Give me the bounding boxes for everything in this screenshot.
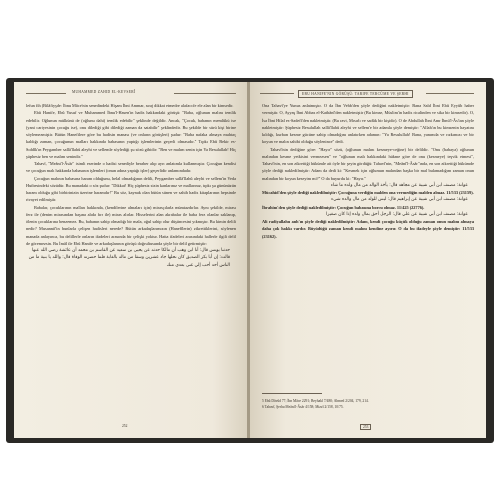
right-page bbox=[250, 82, 486, 438]
footnote-rule bbox=[262, 393, 322, 394]
left-page bbox=[14, 82, 248, 438]
footnote: 5 Ebû Dâvûd 77; İbn Mâce 2291; Beyhakî 7/480; Ahmed 2/204, 179, 214. bbox=[262, 399, 369, 403]
bold-text: Ali radiyallahu anh'ın şöyle dediği nakledilmiştir: Adam, kendi çocuğu küçük olduğu zaman onun malını almaya daha çok hakkı vardır. Büyüdüğü zaman kendi malını kendine ayırır. O da bu ifadeyle şöyle demiştir: 11/533 (23162). bbox=[262, 219, 474, 239]
right-page-number: 253 bbox=[360, 424, 371, 430]
paragraph: Çocuğun malının babasına haram olduğunu, helal olmadığının delili, Peygamber sallâ'llahû aleyhi ve sellem'in Veda Hutbesindeki sözüdür. Bu manadaki o söz şudur: "Dikkat! Hiç şüphesiz sizin kanlarınız ve mallarınız, tıpkı şu gününüzün haram olduğu gibi birbirinizin üzerine haramdır!" Bu söz, kaynak olan bütün sünen ve sahih hadis kitaplarının hepsinde rivayet edilmiştir. bbox=[26, 175, 236, 203]
paragraph: Tahavî'nin dediğine göre: "Hayır" sözü, (oğlunun malını kesmeye-ceğine) bir delildir. "Onu (babaya) oğlunun malından kesme yetkisini vermezsen" ve "oğlunun malı hakkındaki hükme göre de onu (kesmeye) teşvik etmesi", Tahavî'nin, en son zikrettiği hükümle ait öyle bir şeyin gördüğü: Tahavî'nin, "Meânî'l-Âsâr"ında, en son zikrettiği hükümde şöyle dediği nakledilmiştir: Adam da dedi ki: "Kesmek için oğlumun malından başka bir mal bulamadığım zaman onun malından bir koyun keseyim mi?" O da buyurdu ki: "Hayır." bbox=[262, 146, 474, 181]
header-rule-right bbox=[174, 93, 236, 94]
arabic-line: عوانة: مصنف ابن أبي شيبة عن علي قال: الرجل أحق بمال ولده إذا كان صغيرا bbox=[326, 211, 468, 217]
right-page-body bbox=[262, 102, 474, 240]
left-page-number: 252 bbox=[122, 424, 128, 428]
bold-text: Mücahid'den şöyle dediği nakledilmiştir: Çocuğuna verdiğin malden ona vermediğin malden almaz. 11/533 (23159). bbox=[262, 190, 474, 195]
paragraph: Ona Tahavî'ye Yunus anlatmıştır. O da İbn Vehb'den şöyle dediğini nakletmiştir: Bana Saîd İbni Ebû Eyyûb haber vermiştir. O, Ayyaş İbni Abbas el-Katbânî'den nakletmiştir (Bu kimse, Müslim'in hadis ricalinden ve sika bir kimsedir). O, İsa İbni Hilal es-Sadefî'den nakletmiştir. (Bu ravi, Mısırlı ve sadûk bir kişidir). O de Abdullah İbni Amr İbnü'l-Âs'tan şöyle nakletmiştir: Şüphesiz Resulullah sallâ'llahû aleyhi ve sellem'e bir adamla şöyle demiştir: "Allah'ın bu kimsenin hayatını kıldığı, kurban kesme gücüne sahip olmadığını anlatırken adamın: "Ya Resulullah! Bana, yanımda ve rızkımızı ve bir koyun ve malın sahibi olduğu söylenince" dedi. bbox=[262, 103, 474, 145]
header-rule-left bbox=[260, 93, 294, 94]
paragraph: lefun fih (Bilâfiyşde: İbnu Mâce'nin senedindeki Hişam İbni Ammar, sıraj dikkat etmedre alafaccfe ele alan bir kimsedir. bbox=[26, 103, 234, 108]
right-page-header: EBU HANIFE'NIN GÖRÜŞÜ: TARIFE TERCÜME VE ŞERHI bbox=[298, 90, 413, 98]
header-rule-right bbox=[426, 93, 474, 94]
header-rule-left bbox=[26, 93, 66, 94]
arabic-line: عوانة: مصنف ابن أبي شيبة عن إبراهيم قال: ليس للولد من مال والده شيء bbox=[331, 197, 468, 203]
left-page-body bbox=[26, 102, 236, 269]
left-page-header: MUHAMMED ZAHID EL-KEVSERÎ bbox=[72, 90, 136, 94]
arabic-line: عوانة: مصنف ابن أبي شيبة عن مجاهد قال: يأخذ الوالد من مال ولده ما شاء bbox=[330, 182, 468, 188]
footnotes bbox=[262, 398, 474, 410]
bold-block bbox=[262, 189, 474, 196]
bold-block bbox=[262, 204, 474, 211]
paragraph: Tahavî, "Meâni'l-Âsâr" isimli eserinde o hadisi senediyle beraber alıp ayrı anlatımla kullanmıştır. Çocuğun kendisi ve çocuğun malı hakkında babasının işlemleri (onun adına yaptığı işler) geçerlidir anlamındadır. bbox=[26, 161, 236, 174]
arabic-quotation: حدثنا يونس قال: أنا ابن وهب أن مالكا حدثه عن يحيى بن سعيد عن القاسم بن محمد أن عائشة رضي الله عنها قالت: إن أبا بكر الصديق كان نحلها جاد عشرين وسقا من ماله بالغابة فلما حضرته الوفاة قال: والله يا بنية ما من الناس أحد أحب إلي غنى بعدي منك bbox=[28, 248, 230, 268]
bold-block bbox=[262, 218, 474, 240]
footnote: 6 Tahavî, Şerhu Meâni'l-Âsâr 4/158; Mizzî 2/158, 10/75. bbox=[262, 405, 344, 409]
bold-text: İbrahim'den şöyle dediği nakledilmiştir: Çocuğun babasına borcu olmaz. 11/425 (22776). bbox=[262, 204, 425, 210]
paragraph: Ebû Hanife, Ebû Yusuf ve Muhammed İbnu'l-Hasen'in hadis hakkındaki görüşü: "Baba, oğlunun malını temlik edebilir. Oğlunun mülkünü de (oğlunu dahi) temlik edebilir" şeklinde değildir. Ancak, "Çocuk, babanın memlûkü ise (yani cariyesinin çocuğu ise), onu dilediği gibi dilediği zaman da satabilir" şeklindedir. Bu şekilde bir sürü kişi birine söylemezmiştir. Bütün Hanefilere göre bu hadisin manası (ve onların görüşleri) şudur: "Baba nafaka almaya muhtaç kaldığı zaman, çocuğunun malları hakkında babasının yaptığı işlemlerinin geçerli olmasıdır." Tıpkı Ebû Bekir es-Sıddîk'ın Peygamber sallâ'llahû aleyhi ve sellemle söylediği şu sözü gibidir: "Ben ve malım senin için Ya Resulallah! Hiç şüphesiz ben ve malım senindir." bbox=[26, 110, 236, 159]
paragraph: Babalar, çocuklarının malları hakkında, (kendilerine almaları için) mirasçılarla mümtazdırlar. Aynı şekilde, mirası ferz ile (denim mirasından başına alıda fırr ile) miras alırlar. Hisselerini alan akrabalar ile baba ferz olanlar saklanıp, ölenin çocuklarına benzemez. Bu, babanın sahip olmadığı bir mala, oğul sahip olur düşüncesini yıkmıştır. Bu kimin delili nedir? Musannif'in bunlarla çelişen hadisleri nerede? Bütün arkadaşlarımızın (Hanefîlerin) zikrettiklerini, söylenen manada anlayınca, bu delillerle onların ifadeleri arasında bir çelişki yoktur. Hatta ifadeleri arasındaki hallerle ilgili delil de göremezsin. Bu İmâl ile Ebû Hanife ve arkadaşlarının görüşü doğrultusunda şöyle bir delil getirmiştir: bbox=[26, 204, 236, 246]
